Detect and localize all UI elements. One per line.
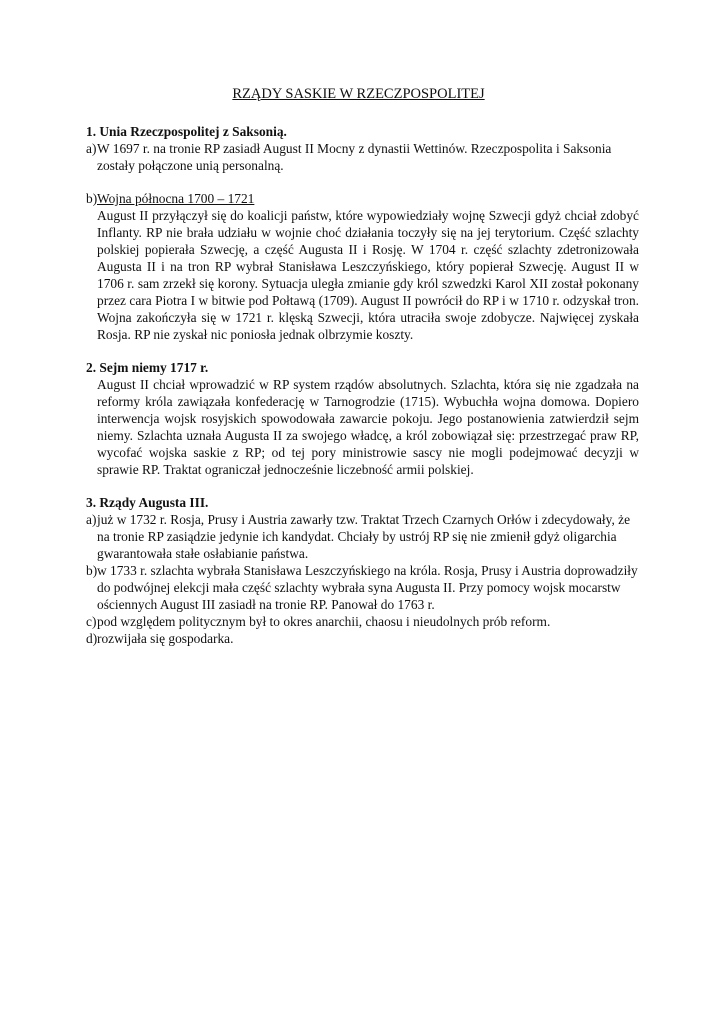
section-2-heading: 2. Sejm niemy 1717 r.	[86, 360, 209, 375]
section-3-item-d-text: rozwijała się gospodarka.	[97, 631, 234, 646]
section-3-item-d	[86, 630, 639, 647]
section-3-item-b-text: w 1733 r. szlachta wybrała Stanisława Leszczyńskiego na króla. Rosja, Prusy i Austria doprowadziły do podwójnej elekcji mała część szlachty wybrała syna Augusta II. Przy pomocy wojsk mocarstw ościennych August III zasiadł na tronie RP. Panował do 1763 r.	[97, 563, 638, 612]
item-marker: b)	[86, 191, 98, 206]
item-marker: c)	[86, 614, 97, 629]
item-marker: b)	[86, 563, 98, 578]
section-3-item-c-text: pod względem politycznym był to okres anarchii, chaosu i nieudolnych prób reform.	[97, 614, 551, 629]
section-3-item-a	[86, 511, 639, 562]
section-1-heading: 1. Unia Rzeczpospolitej z Saksonią.	[86, 124, 287, 139]
document-title: RZĄDY SASKIE W RZECZPOSPOLITEJ	[232, 86, 485, 102]
section-1-item-b	[86, 190, 639, 207]
section-1-item-a	[86, 140, 639, 174]
section-1-item-b-text: August II przyłączył się do koalicji państw, które wypowiedziały wojnę Szwecji gdyż chciał zdobyć Inflanty. RP nie brała udziału w wojnie choć działania toczyły się na jej terytorium. Część szlachty polskiej popierała Szwecję, a część Augusta II i Rosję. W 1704 r. część szlachty zdetronizowała Augusta II i na tron RP wybrał Stanisława Leszczyńskiego, który popierał Szwecję. August II w 1706 r. sam zrzekł się korony. Sytuacja uległa zmianie gdy król szwedzki Karol XII został pokonany przez cara Piotra I w bitwie pod Połtawą (1709). August II powrócił do RP i w 1710 r. odzyskał tron. Wojna zakończyła się w 1721 r. klęską Szwecji, która utraciła swoje zdobycze. Najwięcej zyskała Rosja. RP nie zyskał nic poniosła jednak olbrzymie koszty.	[97, 208, 639, 342]
section-1-item-a-text: W 1697 r. na tronie RP zasiadł August II Mocny z dynastii Wettinów. Rzeczpospolita i Saksonia zostały połączone unią personalną.	[97, 141, 612, 173]
item-marker: a)	[86, 141, 97, 156]
section-3-heading: 3. Rządy Augusta III.	[86, 495, 209, 510]
section-1-item-b-heading: Wojna północna 1700 – 1721	[97, 191, 255, 206]
item-marker: a)	[86, 512, 97, 527]
section-3-item-c	[86, 613, 639, 630]
item-marker: d)	[86, 631, 98, 646]
section-2-text: August II chciał wprowadzić w RP system rządów absolutnych. Szlachta, która się nie zgadzała na reformy króla zawiązała konfederację w Tarnogrodzie (1715). Wybuchła wojna domowa. Dopiero interwencja wojsk rosyjskich spowodowała zawarcie pokoju. Jego postanowienia zatwierdził sejm niemy. Szlachta uznała Augusta II za swojego władcę, a król zobowiązał się: przestrzegać praw RP, wycofać wojska saskie z RP; od tej pory ministrowie sascy nie mogli podejmować decyzji w sprawie RP. Traktat ograniczał jednocześnie liczebność armii polskiej.	[97, 377, 639, 477]
section-3-item-b	[86, 562, 639, 613]
document-page	[86, 86, 639, 647]
section-3-item-a-text: już w 1732 r. Rosja, Prusy i Austria zawarły tzw. Traktat Trzech Czarnych Orłów i zdecydowały, że na tronie RP zasiądzie jedynie ich kandydat. Chciały by ustrój RP się nie zmienił gdyż oligarchia gwarantowała stałe osłabianie państwa.	[97, 512, 631, 561]
